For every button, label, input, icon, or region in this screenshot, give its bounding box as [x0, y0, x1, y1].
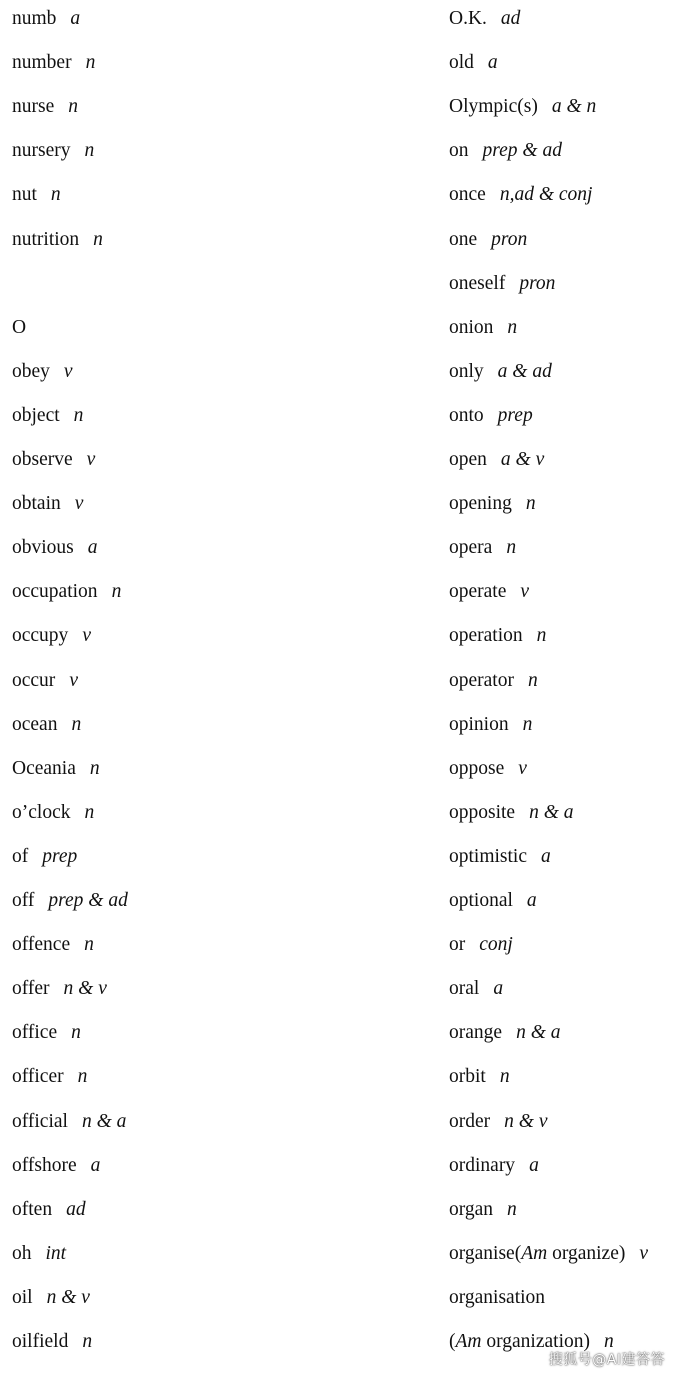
headword: [12, 361, 50, 382]
word-entry: [449, 1286, 545, 1310]
word-entry: [449, 580, 529, 604]
headword-text: nurse: [12, 96, 55, 118]
part-of-speech: ad: [500, 8, 521, 29]
headword-text: operate: [449, 581, 507, 603]
headword: [449, 8, 487, 29]
part-of-speech: a: [493, 978, 504, 1000]
word-entry: [12, 757, 100, 781]
headword: [12, 52, 72, 73]
headword: [12, 758, 76, 779]
headword: [449, 625, 523, 646]
headword: [449, 890, 513, 911]
part-of-speech: n & a: [81, 1110, 127, 1132]
headword-text: oh: [12, 1242, 32, 1264]
headword: [12, 1022, 57, 1043]
headword: [12, 229, 79, 250]
headword: [449, 229, 477, 250]
headword: [449, 52, 474, 73]
word-entry: [449, 183, 592, 207]
headword-text: oneself: [449, 272, 506, 294]
headword-text: once: [449, 184, 486, 206]
headword-text: observe: [12, 449, 73, 470]
headword: [449, 802, 515, 823]
headword-text: nut: [12, 184, 37, 206]
headword: [449, 1111, 490, 1132]
headword-text: orbit: [449, 1066, 486, 1088]
headword: [449, 449, 487, 470]
part-of-speech: n: [536, 625, 547, 647]
word-entry: [12, 404, 83, 428]
part-of-speech: v: [639, 1242, 649, 1264]
headword-text: ocean: [12, 713, 58, 735]
word-entry: [12, 183, 61, 207]
word-entry: [12, 536, 98, 560]
part-of-speech: n: [603, 1331, 614, 1352]
word-entry: [12, 801, 94, 825]
headword-text: office: [12, 1022, 58, 1044]
word-entry: [12, 1110, 126, 1134]
headword-text: nutrition: [12, 228, 80, 250]
headword: [12, 317, 26, 338]
headword: [449, 317, 493, 338]
headword: [449, 670, 514, 691]
headword-text: onion: [449, 316, 494, 338]
headword: [449, 1199, 493, 1220]
part-of-speech: a & v: [500, 449, 545, 470]
word-entry: [12, 316, 26, 340]
headword-text: Olympic(s): [449, 96, 538, 118]
word-entry: [12, 1330, 92, 1354]
headword-text: officer: [12, 1066, 64, 1088]
headword-text: oil: [12, 1286, 33, 1308]
headword: [449, 1155, 515, 1176]
part-of-speech: a: [87, 537, 98, 559]
word-entry: [449, 889, 537, 913]
word-entry: [449, 801, 574, 825]
variant-label: Am: [455, 1331, 482, 1352]
headword-text: one: [449, 228, 478, 250]
part-of-speech: a & n: [551, 96, 597, 118]
headword: [12, 493, 61, 514]
headword-text: official: [12, 1110, 68, 1132]
headword-text: offence: [12, 934, 71, 956]
headword-text: offshore: [12, 1154, 77, 1176]
part-of-speech: prep & ad: [48, 890, 128, 911]
part-of-speech: v: [520, 581, 530, 603]
watermark: 搜狐号@AI建答答: [548, 1352, 665, 1368]
part-of-speech: n: [82, 1331, 93, 1352]
word-entry: [449, 977, 503, 1001]
word-entry: [12, 669, 78, 693]
headword: [12, 1111, 68, 1132]
headword: [12, 1243, 32, 1264]
headword: [12, 670, 55, 691]
headword: [449, 581, 506, 602]
headword: [12, 8, 56, 29]
word-entry: [12, 492, 83, 516]
word-entry: [449, 669, 538, 693]
word-entry: [12, 360, 73, 384]
word-entry: [449, 713, 532, 737]
word-entry: [449, 360, 552, 384]
headword-text: opposite: [449, 801, 516, 823]
word-entry: [449, 1242, 648, 1266]
part-of-speech: pron: [519, 272, 556, 294]
word-entry: [449, 316, 517, 340]
headword-text: O: [12, 316, 27, 338]
headword: [449, 361, 484, 382]
word-entry: [12, 1065, 87, 1089]
part-of-speech: n: [71, 1022, 81, 1044]
headword-text: of: [12, 845, 29, 867]
headword-text: optimistic: [449, 845, 527, 867]
part-of-speech: n: [84, 934, 94, 956]
part-of-speech: v: [63, 360, 73, 382]
word-entry: [12, 1154, 100, 1178]
headword-text: opening: [449, 493, 512, 515]
word-entry: [12, 1021, 81, 1045]
word-entry: [12, 139, 94, 163]
headword: [12, 1066, 64, 1087]
headword-text: o’clock: [12, 801, 71, 823]
part-of-speech: n: [93, 228, 103, 250]
headword: [12, 184, 37, 205]
word-entry: [12, 713, 81, 737]
word-entry: [12, 1198, 86, 1222]
headword-text: opinion: [449, 713, 509, 735]
headword-text: nursery: [12, 140, 71, 162]
headword-text: obvious: [12, 537, 74, 559]
headword: [12, 1287, 33, 1308]
headword-text: occupation: [12, 581, 98, 603]
word-entry: [449, 7, 520, 31]
word-entry: [449, 1110, 547, 1134]
part-of-speech: conj: [479, 934, 513, 956]
headword-text: organisation: [449, 1286, 546, 1308]
word-entry: [449, 757, 527, 781]
headword: [12, 96, 54, 117]
headword: [449, 934, 465, 955]
part-of-speech: a: [541, 845, 551, 867]
headword: [449, 537, 492, 558]
word-entry: [449, 404, 533, 428]
part-of-speech: n: [111, 581, 122, 603]
part-of-speech: prep: [42, 845, 78, 867]
headword-text: oilfield: [12, 1331, 69, 1352]
word-entry: [12, 51, 95, 75]
headword-text: obtain: [12, 493, 61, 515]
part-of-speech: v: [69, 669, 78, 691]
headword-text: old: [449, 52, 474, 74]
headword: [449, 1287, 545, 1308]
part-of-speech: v: [86, 449, 96, 470]
headword-text: offer: [12, 978, 50, 1000]
part-of-speech: a & ad: [497, 360, 552, 382]
part-of-speech: n: [84, 140, 95, 162]
headword: [12, 1155, 77, 1176]
word-entry: [12, 624, 91, 648]
part-of-speech: pron: [491, 228, 528, 250]
word-entry: [12, 1242, 66, 1266]
headword: [12, 802, 70, 823]
part-of-speech: n: [89, 757, 100, 779]
word-entry: [449, 1198, 517, 1222]
headword-text: ordinary: [449, 1154, 516, 1176]
headword-text: occupy: [12, 625, 69, 647]
headword: [449, 140, 469, 161]
word-entry: [449, 624, 546, 648]
headword-text: on: [449, 140, 469, 162]
headword-text: oppose: [449, 757, 505, 779]
headword: [12, 1331, 68, 1352]
word-entry: [449, 139, 562, 163]
headword: [449, 1066, 486, 1087]
part-of-speech: a: [487, 52, 498, 74]
headword: [449, 714, 509, 735]
part-of-speech: prep & ad: [482, 140, 562, 162]
part-of-speech: v: [74, 493, 84, 515]
part-of-speech: n: [522, 713, 533, 735]
headword-text: oral: [449, 978, 480, 1000]
part-of-speech: n: [506, 537, 517, 559]
headword: [449, 273, 505, 294]
part-of-speech: n & v: [504, 1110, 548, 1132]
headword-text: number: [12, 52, 72, 74]
headword: [449, 978, 479, 999]
part-of-speech: n: [71, 713, 82, 735]
headword: [449, 96, 538, 117]
part-of-speech: n: [77, 1066, 88, 1088]
word-entry: [12, 95, 78, 119]
part-of-speech: n & a: [516, 1022, 561, 1044]
part-of-speech: n: [507, 316, 518, 338]
part-of-speech: a: [90, 1154, 101, 1176]
word-entry: [449, 492, 536, 516]
word-entry: [449, 228, 527, 252]
word-entry: [12, 933, 94, 957]
headword-text: numb: [12, 8, 57, 29]
word-entry: [12, 977, 107, 1001]
part-of-speech: n: [68, 96, 78, 118]
word-entry: [449, 845, 551, 869]
part-of-speech: n & v: [63, 978, 107, 1000]
word-entry: [12, 889, 128, 913]
headword-text: or: [449, 934, 466, 956]
part-of-speech: n: [50, 184, 61, 206]
headword-text: Oceania: [12, 757, 76, 779]
headword: [12, 625, 68, 646]
word-entry: [449, 1154, 539, 1178]
headword-text: often: [12, 1198, 53, 1220]
part-of-speech: n: [84, 801, 95, 823]
headword: [12, 537, 74, 558]
headword: [449, 493, 512, 514]
headword-text: optional: [449, 890, 513, 911]
word-entry: [449, 448, 544, 472]
word-entry: [449, 51, 498, 75]
headword-text: open: [449, 449, 487, 470]
headword: [12, 140, 70, 161]
part-of-speech: a: [70, 8, 81, 29]
word-entry: [12, 448, 95, 472]
headword: [449, 846, 527, 867]
word-entry: [449, 536, 516, 560]
headword: [12, 405, 60, 426]
headword: [449, 1022, 502, 1043]
headword-text: onto: [449, 404, 484, 426]
headword-text: operation: [449, 625, 523, 647]
word-entry: [449, 1065, 510, 1089]
word-entry: [12, 580, 121, 604]
word-entry: [449, 95, 596, 119]
headword-text: O.K.: [449, 8, 487, 29]
headword: [449, 405, 484, 426]
word-entry: [12, 1286, 90, 1310]
word-entry: [12, 7, 80, 31]
part-of-speech: v: [518, 757, 527, 779]
headword: [12, 978, 50, 999]
headword-text: (: [449, 1331, 456, 1352]
headword-text: obey: [12, 360, 50, 382]
part-of-speech: a: [526, 890, 537, 911]
word-entry: [449, 933, 513, 957]
headword-text: organise(: [449, 1242, 522, 1264]
word-entry: [449, 1021, 560, 1045]
part-of-speech: n & v: [46, 1286, 90, 1308]
part-of-speech: prep: [497, 404, 533, 426]
headword: [12, 581, 98, 602]
headword-text: organ: [449, 1198, 494, 1220]
headword-text: occur: [12, 669, 56, 691]
headword-variant-text: organize): [547, 1242, 626, 1264]
headword-text: object: [12, 404, 60, 426]
headword-text: only: [449, 360, 484, 382]
headword: [449, 184, 486, 205]
part-of-speech: n: [499, 1066, 510, 1088]
part-of-speech: int: [45, 1242, 67, 1264]
part-of-speech: n: [527, 669, 538, 691]
headword-text: opera: [449, 537, 493, 559]
part-of-speech: n,ad & conj: [499, 184, 593, 206]
headword-variant-text: organization): [481, 1331, 590, 1352]
part-of-speech: ad: [66, 1198, 86, 1220]
part-of-speech: a: [529, 1154, 539, 1176]
headword: [12, 714, 57, 735]
headword: [12, 890, 34, 911]
headword: [449, 758, 504, 779]
headword-text: order: [449, 1110, 491, 1132]
headword-text: off: [12, 890, 35, 911]
part-of-speech: n: [85, 52, 96, 74]
headword-text: orange: [449, 1022, 503, 1044]
headword: [12, 1199, 52, 1220]
variant-label: Am: [521, 1242, 548, 1264]
headword: [449, 1243, 625, 1264]
headword: [12, 846, 28, 867]
headword: [12, 934, 70, 955]
headword: [12, 449, 73, 470]
part-of-speech: v: [82, 625, 91, 647]
part-of-speech: n: [525, 493, 536, 515]
part-of-speech: n: [507, 1198, 517, 1220]
word-entry: [12, 845, 77, 869]
part-of-speech: n: [73, 404, 84, 426]
word-entry: [449, 272, 555, 296]
part-of-speech: n & a: [529, 801, 574, 823]
headword-text: operator: [449, 669, 514, 691]
word-entry: [12, 228, 103, 252]
